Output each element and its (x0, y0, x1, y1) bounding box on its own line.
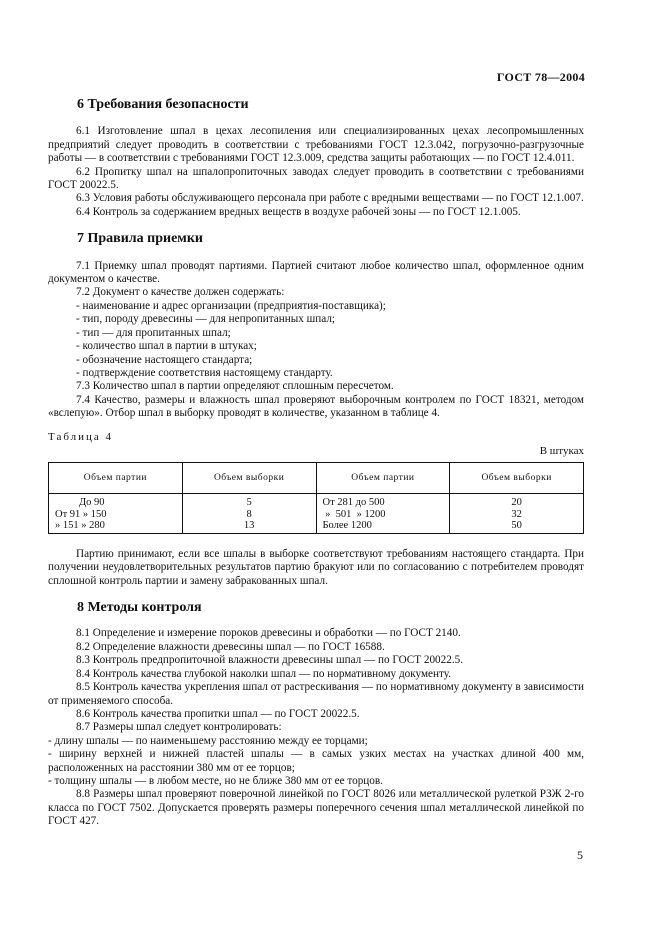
clause-7-1: 7.1 Приемку шпал проводят партиями. Партией считают любое количество шпал, оформленное одним документом о качестве. (48, 259, 584, 286)
table-header-cell: Объем партии (316, 463, 450, 494)
clause-8-6: 8.6 Контроль качества пропитки шпал — по ГОСТ 20022.5. (76, 707, 360, 720)
clause-8-8: 8.8 Размеры шпал проверяют поверочной линейкой по ГОСТ 8026 или металлической рулеткой РЗЖ 2-го класса по ГОСТ 7502. Допускается проверять размеры поперечного сечения шпал металлической линейкой по ГОСТ 427. (48, 788, 584, 828)
clause-8-7: 8.7 Размеры шпал следует контролировать: (76, 721, 282, 734)
list-item: - обозначение настоящего стандарта; (76, 353, 253, 366)
list-item: - количество шпал в партии в штуках; (76, 340, 257, 353)
acceptance-paragraph: Партию принимают, если все шпалы в выборке соответствуют требованиям настоящего стандарта. При получении неудовлетворительных результатов партию бракуют или по согласованию с потребителем проводят сплошной контроль партии и замену забракованных шпал. (48, 547, 584, 587)
clause-6-4: 6.4 Контроль за содержанием вредных веществ в воздухе рабочей зоны — по ГОСТ 12.1.005. (76, 205, 521, 218)
table-cell: 5 (246, 497, 252, 509)
table-cell: » 501 » 1200 (322, 508, 386, 520)
clause-8-1: 8.1 Определение и измерение пороков древесины и обработки — по ГОСТ 2140. (76, 627, 461, 640)
table-header-cell: Объем партии (49, 463, 183, 494)
table-header-row (49, 463, 584, 494)
list-item: - тип, породу древесины — для непропитанных шпал; (76, 313, 336, 326)
table-cell: Более 1200 (322, 520, 372, 532)
list-item: - длину шпалы — по наименьшему расстоянию между ее торцами; (48, 734, 368, 747)
table-cell: 20 (511, 497, 522, 509)
list-item: - подтверждение соответствия настоящему стандарту. (76, 366, 333, 379)
list-item: - толщину шпалы — в любом месте, но не ближе 380 мм от ее торцов. (48, 774, 383, 787)
table-cell: 8 (246, 508, 252, 520)
table-header-cell: Объем выборки (182, 463, 316, 494)
clause-6-3: 6.3 Условия работы обслуживающего персонала при работе с вредными веществами — по ГОСТ 12.1.007. (76, 192, 584, 205)
table-caption: Таблица 4 (48, 430, 114, 443)
clause-8-5: 8.5 Контроль качества укрепления шпал от растрескивания — по нормативному документу в зависимости от применяемого способа. (48, 681, 584, 707)
table-4 (48, 462, 584, 534)
table-cell: 32 (511, 508, 522, 520)
clause-7-4: 7.4 Качество, размеры и влажность шпал проверяют выборочным контролем по ГОСТ 18321, методом «вслепую». Отбор шпал в выборку проводят в количестве, указанном в таблице 4. (48, 393, 584, 420)
list-item: - наименование и адрес организации (предприятия-поставщика); (76, 299, 386, 312)
section-7-heading: 7 Правила приемки (77, 231, 203, 247)
table-cell: 50 (511, 520, 522, 532)
section-6-heading: 6 Требования безопасности (77, 97, 249, 112)
table-cell: От 281 до 500 (322, 497, 385, 509)
clause-8-2: 8.2 Определение влажности древесины шпал — по ГОСТ 16588. (76, 640, 385, 653)
table-cell: От 91 » 150 (55, 508, 107, 520)
page-number: 5 (577, 848, 583, 862)
clause-8-4: 8.4 Контроль качества глубокой наколки шпал — по нормативному документу. (76, 667, 452, 680)
list-item: - ширину верхней и нижней пластей шпалы — в самых узких местах на участках длиной 400 мм, расположенных на расстоянии 380 мм от ее торцов; (48, 748, 584, 774)
table-cell: 13 (243, 520, 255, 532)
section-8-heading: 8 Методы контроля (77, 600, 202, 616)
clause-8-3: 8.3 Контроль предпропиточной влажности древесины шпал — по ГОСТ 20022.5. (76, 654, 464, 667)
list-item: - тип — для пропитанных шпал; (76, 326, 231, 339)
table-cell: До 90 (79, 497, 105, 509)
document-id: ГОСТ 78—2004 (496, 70, 585, 84)
clause-6-2: 6.2 Пропитку шпал на шпалопропиточных заводах следует проводить в соответствии с требованиями ГОСТ 20022.5. (48, 165, 584, 192)
table-cell: » 151 » 280 (55, 520, 105, 532)
table-unit: В штуках (539, 444, 584, 457)
clause-7-3: 7.3 Количество шпал в партии определяют сплошным пересчетом. (76, 380, 394, 393)
table-row (49, 494, 584, 534)
clause-7-2: 7.2 Документ о качестве должен содержать: (76, 286, 285, 299)
clause-6-1: 6.1 Изготовление шпал в цехах лесопиления или специализированных цехах лесопромышленных предприятий следует проводить в соответствии с требованиями ГОСТ 12.3.042, погрузочно-разгрузочные работы — в соответствии с требованиями ГОСТ 12.3.009, средства защиты работающих — по ГОСТ 12.4.011. (48, 125, 584, 165)
page-content (48, 98, 584, 829)
table-header-cell: Объем выборки (450, 463, 584, 494)
